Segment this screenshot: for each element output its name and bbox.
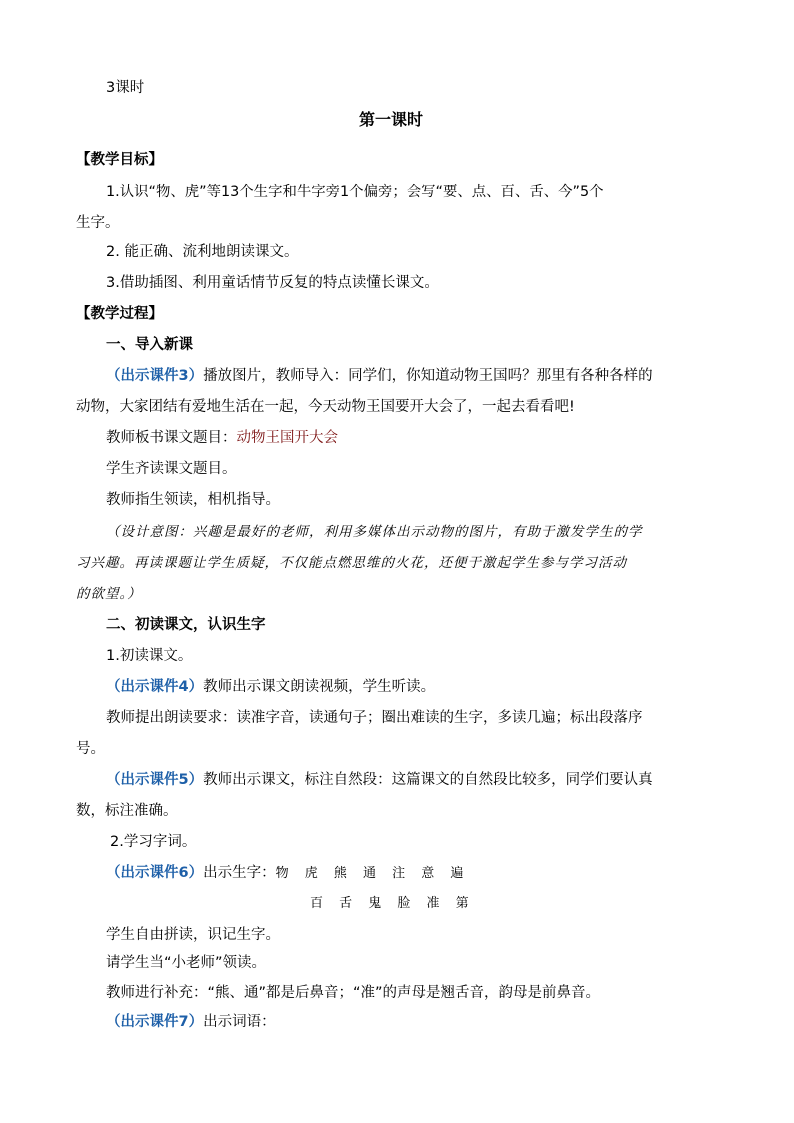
paragraph-11: 教师进行补充：“熊、通”都是后鼻音；“准”的声母是翘舌音，韵母是前鼻音。 [106, 985, 601, 1001]
paragraph-1-line-2: 动物，大家团结有爱地生活在一起，今天动物王国要开大会了，一起去看看吧! [76, 399, 575, 415]
step-1: 1.初读课文。 [106, 648, 193, 664]
paragraph-3: 学生齐读课文题目。 [106, 461, 237, 477]
paragraph-8 [106, 863, 469, 884]
design-note-line-2: 习兴趣。再读课题让学生质疑，不仅能点燃思维的火花，还便于激起学生参与学习活动 [76, 555, 627, 571]
board-title-prefix: 教师板书课文题目： [106, 430, 237, 446]
lesson-topic: 动物王国开大会 [236, 430, 338, 446]
section-1-title: 一、导入新课 [106, 337, 193, 353]
objective-3: 3.借助插图、利用童话情节反复的特点读懂长课文。 [106, 275, 439, 291]
paragraph-5 [106, 677, 435, 697]
courseware-tag: （出示课件5） [106, 772, 204, 788]
paragraph-1-line-1 [106, 366, 653, 386]
objective-1-line-1: 1.认识“物、虎”等13个生字和牛字旁1个偏旁；会写“要、点、百、舌、今”5个 [106, 184, 604, 200]
paragraph-text: 出示生字： [203, 865, 276, 881]
new-characters-row-2: 百 舌 鬼 脸 准 第 [310, 896, 475, 911]
paragraph-4: 教师指生领读，相机指导。 [106, 492, 280, 508]
objective-2: 2. 能正确、流利地朗读课文。 [106, 244, 299, 260]
design-note-line-1: （设计意图：兴趣是最好的老师，利用多媒体出示动物的图片，有助于激发学生的学 [106, 524, 643, 540]
step-2: 2.学习字词。 [110, 834, 197, 850]
courseware-tag: （出示课件6） [106, 865, 204, 881]
courseware-tag: （出示课件4） [106, 679, 204, 695]
objectives-heading: 【教学目标】 [76, 152, 163, 168]
lesson-count: 3课时 [106, 80, 145, 96]
paragraph-7-line-2: 数，标注准确。 [76, 803, 178, 819]
paragraph-text: 出示词语： [203, 1014, 276, 1030]
paragraph-2 [106, 428, 338, 448]
new-characters-row-1: 物 虎 熊 通 注 意 遍 [275, 866, 470, 881]
paragraph-7-line-1 [106, 770, 653, 790]
paragraph-10: 请学生当“小老师”领读。 [106, 955, 267, 971]
section-2-title: 二、初读课文，认识生字 [106, 617, 266, 633]
paragraph-text: 教师出示课文朗读视频，学生听读。 [203, 679, 436, 695]
paragraph-9: 学生自由拼读，识记生字。 [106, 927, 280, 943]
paragraph-text: 播放图片，教师导入：同学们，你知道动物王国吗？那里有各种各样的 [203, 368, 653, 384]
courseware-tag: （出示课件3） [106, 368, 204, 384]
paragraph-12 [106, 1012, 276, 1032]
paragraph-6-line-1: 教师提出朗读要求：读准字音，读通句子；圈出难读的生字，多读几遍；标出段落序 [106, 710, 643, 726]
objective-1-line-2: 生字。 [76, 215, 120, 231]
lesson-title: 第一课时 [359, 110, 424, 129]
paragraph-6-line-2: 号。 [76, 741, 105, 757]
courseware-tag: （出示课件7） [106, 1014, 204, 1030]
process-heading: 【教学过程】 [76, 306, 163, 322]
design-note-line-3: 的欲望。） [76, 586, 142, 602]
paragraph-text: 教师出示课文，标注自然段：这篇课文的自然段比较多，同学们要认真 [203, 772, 653, 788]
